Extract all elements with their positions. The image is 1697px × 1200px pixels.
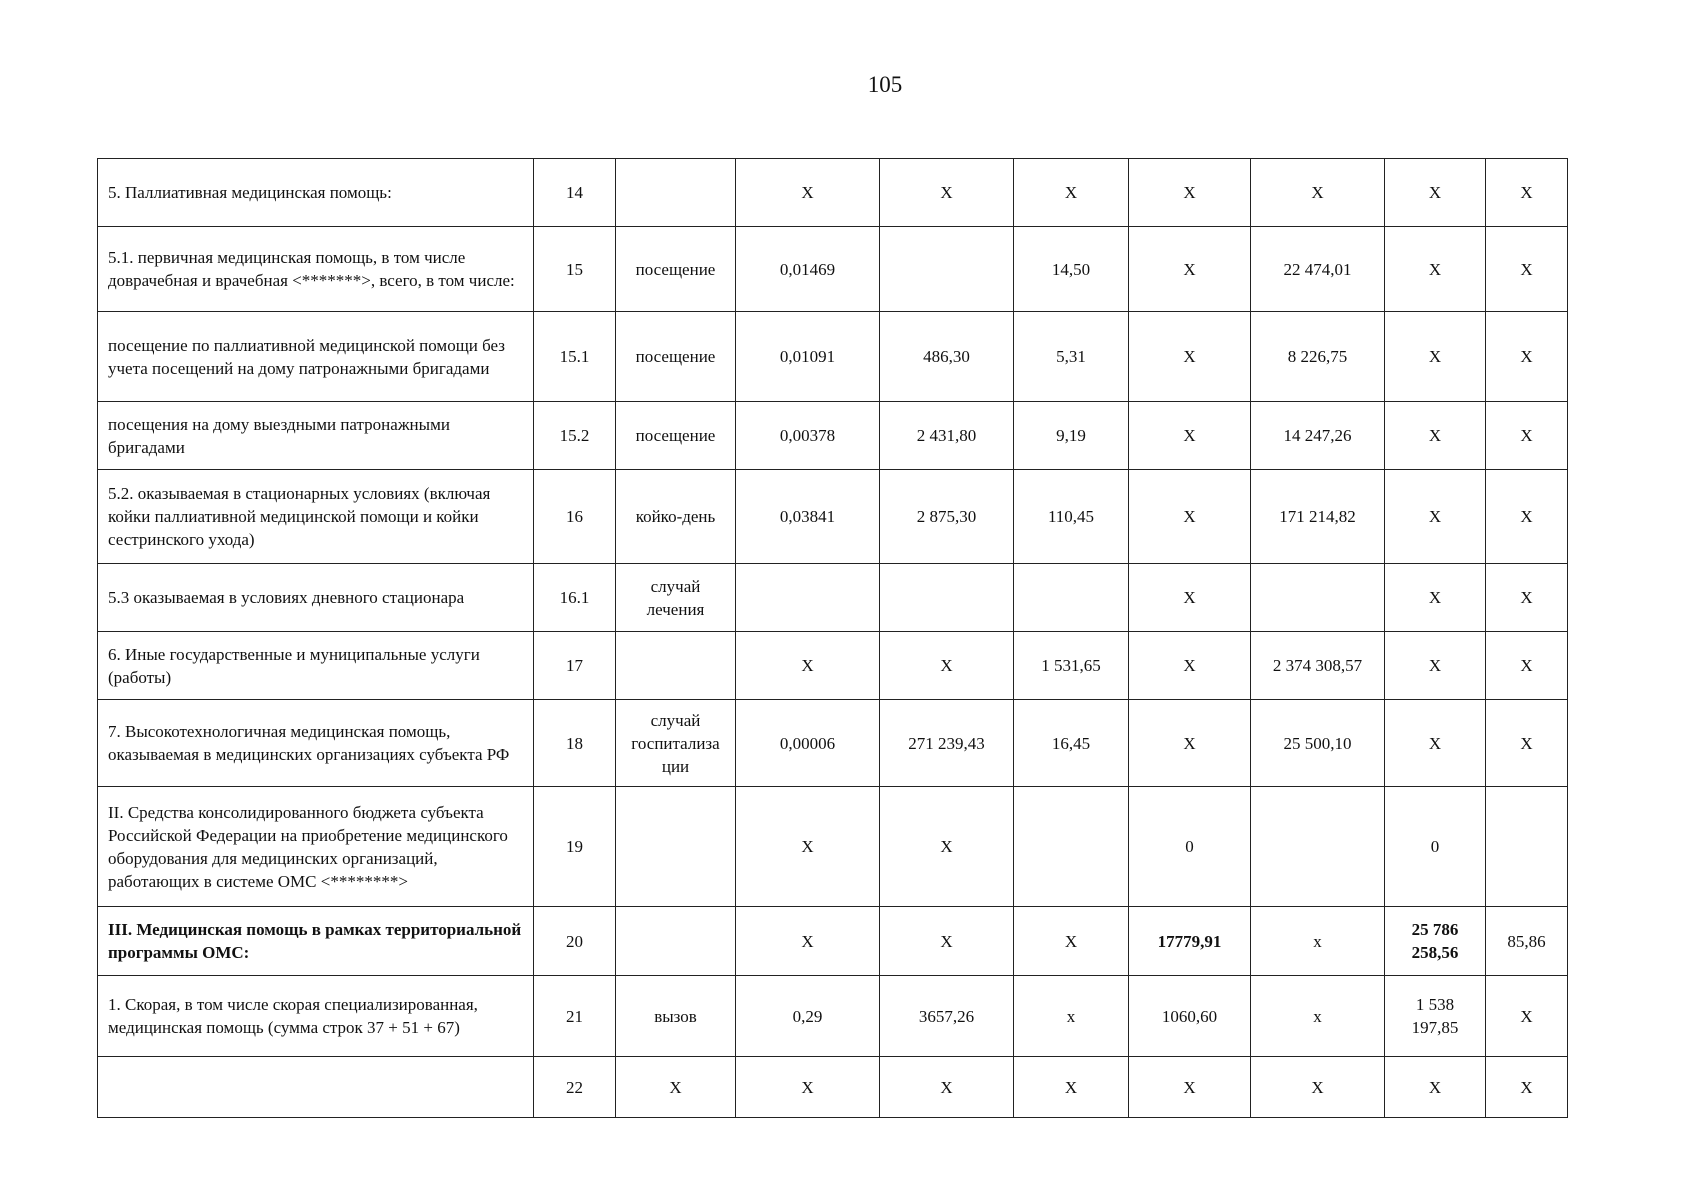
value-cell: Х bbox=[1486, 976, 1568, 1057]
row-number: 18 bbox=[534, 700, 616, 787]
value-cell: 3657,26 bbox=[880, 976, 1014, 1057]
value-cell: 0,01091 bbox=[736, 312, 880, 402]
value-cell: Х bbox=[736, 632, 880, 700]
value-cell bbox=[1486, 787, 1568, 907]
unit-cell: вызов bbox=[616, 976, 736, 1057]
table-row bbox=[98, 227, 1568, 312]
table-row bbox=[98, 787, 1568, 907]
value-cell: Х bbox=[1385, 312, 1486, 402]
value-cell: Х bbox=[880, 632, 1014, 700]
value-cell: Х bbox=[1014, 907, 1129, 976]
value-cell: х bbox=[1251, 907, 1385, 976]
value-cell bbox=[880, 227, 1014, 312]
row-number: 20 bbox=[534, 907, 616, 976]
value-cell: 25 786 258,56 bbox=[1385, 907, 1486, 976]
value-cell: Х bbox=[1486, 470, 1568, 564]
value-cell: Х bbox=[1129, 470, 1251, 564]
row-name: II. Средства консолидированного бюджета субъекта Российской Федерации на приобретение медицинского оборудования для медицинских организаций, работающих в системе ОМС <********> bbox=[98, 787, 534, 907]
unit-cell: койко-день bbox=[616, 470, 736, 564]
value-cell: Х bbox=[1129, 402, 1251, 470]
value-cell: Х bbox=[1129, 700, 1251, 787]
unit-cell: Х bbox=[616, 1057, 736, 1118]
value-cell bbox=[1014, 787, 1129, 907]
row-name: 5.1. первичная медицинская помощь, в том числе доврачебная и врачебная <*******>, всего, в том числе: bbox=[98, 227, 534, 312]
value-cell: 0,03841 bbox=[736, 470, 880, 564]
value-cell: Х bbox=[1486, 564, 1568, 632]
row-number: 21 bbox=[534, 976, 616, 1057]
row-number: 17 bbox=[534, 632, 616, 700]
value-cell bbox=[1251, 564, 1385, 632]
unit-cell: посещение bbox=[616, 227, 736, 312]
value-cell: Х bbox=[1129, 1057, 1251, 1118]
value-cell: Х bbox=[1129, 159, 1251, 227]
value-cell: 2 374 308,57 bbox=[1251, 632, 1385, 700]
row-number: 16.1 bbox=[534, 564, 616, 632]
value-cell: 0,00006 bbox=[736, 700, 880, 787]
value-cell: 1 538 197,85 bbox=[1385, 976, 1486, 1057]
value-cell: Х bbox=[1385, 159, 1486, 227]
value-cell: Х bbox=[1129, 632, 1251, 700]
row-number: 16 bbox=[534, 470, 616, 564]
value-cell: Х bbox=[1486, 159, 1568, 227]
unit-cell bbox=[616, 787, 736, 907]
value-cell: 22 474,01 bbox=[1251, 227, 1385, 312]
unit-cell bbox=[616, 907, 736, 976]
value-cell: 171 214,82 bbox=[1251, 470, 1385, 564]
row-name: 5. Паллиативная медицинская помощь: bbox=[98, 159, 534, 227]
row-name bbox=[98, 1057, 534, 1118]
value-cell: Х bbox=[1385, 402, 1486, 470]
unit-cell bbox=[616, 632, 736, 700]
value-cell: Х bbox=[880, 159, 1014, 227]
value-cell: Х bbox=[1129, 564, 1251, 632]
value-cell: Х bbox=[736, 787, 880, 907]
table-row bbox=[98, 470, 1568, 564]
value-cell bbox=[736, 564, 880, 632]
table-row bbox=[98, 402, 1568, 470]
value-cell: Х bbox=[1251, 159, 1385, 227]
value-cell: Х bbox=[736, 907, 880, 976]
value-cell: Х bbox=[1486, 632, 1568, 700]
table-row bbox=[98, 700, 1568, 787]
value-cell: 85,86 bbox=[1486, 907, 1568, 976]
row-number: 22 bbox=[534, 1057, 616, 1118]
value-cell: Х bbox=[1486, 700, 1568, 787]
value-cell: 110,45 bbox=[1014, 470, 1129, 564]
value-cell: Х bbox=[1385, 700, 1486, 787]
unit-cell: случай лечения bbox=[616, 564, 736, 632]
financing-table bbox=[97, 158, 1568, 1118]
row-number: 14 bbox=[534, 159, 616, 227]
value-cell: х bbox=[1251, 976, 1385, 1057]
value-cell: 1 531,65 bbox=[1014, 632, 1129, 700]
row-number: 15.1 bbox=[534, 312, 616, 402]
value-cell bbox=[880, 564, 1014, 632]
table-row bbox=[98, 564, 1568, 632]
unit-cell bbox=[616, 159, 736, 227]
value-cell bbox=[1014, 564, 1129, 632]
row-name: 6. Иные государственные и муниципальные услуги (работы) bbox=[98, 632, 534, 700]
row-number: 15.2 bbox=[534, 402, 616, 470]
value-cell: Х bbox=[1014, 1057, 1129, 1118]
table-row bbox=[98, 632, 1568, 700]
value-cell: Х bbox=[736, 159, 880, 227]
value-cell: Х bbox=[1486, 227, 1568, 312]
table-row bbox=[98, 312, 1568, 402]
value-cell bbox=[1251, 787, 1385, 907]
row-number: 19 bbox=[534, 787, 616, 907]
table-row bbox=[98, 976, 1568, 1057]
value-cell: 0 bbox=[1129, 787, 1251, 907]
table-row bbox=[98, 907, 1568, 976]
value-cell: Х bbox=[1486, 402, 1568, 470]
unit-cell: посещение bbox=[616, 312, 736, 402]
value-cell: Х bbox=[880, 1057, 1014, 1118]
value-cell: 5,31 bbox=[1014, 312, 1129, 402]
value-cell: 2 431,80 bbox=[880, 402, 1014, 470]
value-cell: Х bbox=[1385, 470, 1486, 564]
value-cell: х bbox=[1014, 976, 1129, 1057]
value-cell: 2 875,30 bbox=[880, 470, 1014, 564]
unit-cell: посещение bbox=[616, 402, 736, 470]
row-name: посещение по паллиативной медицинской помощи без учета посещений на дому патронажными бригадами bbox=[98, 312, 534, 402]
row-name: 5.2. оказываемая в стационарных условиях (включая койки паллиативной медицинской помощи и койки сестринского ухода) bbox=[98, 470, 534, 564]
table-row bbox=[98, 159, 1568, 227]
value-cell: 486,30 bbox=[880, 312, 1014, 402]
value-cell: 14,50 bbox=[1014, 227, 1129, 312]
value-cell: Х bbox=[1251, 1057, 1385, 1118]
value-cell: 16,45 bbox=[1014, 700, 1129, 787]
row-name: посещения на дому выездными патронажными бригадами bbox=[98, 402, 534, 470]
value-cell: Х bbox=[1129, 227, 1251, 312]
row-name: III. Медицинская помощь в рамках территориальной программы ОМС: bbox=[98, 907, 534, 976]
value-cell: Х bbox=[1486, 312, 1568, 402]
value-cell: Х bbox=[880, 907, 1014, 976]
value-cell: Х bbox=[880, 787, 1014, 907]
value-cell: 14 247,26 bbox=[1251, 402, 1385, 470]
page-number: 105 bbox=[867, 72, 903, 97]
value-cell: Х bbox=[1385, 1057, 1486, 1118]
value-cell: 271 239,43 bbox=[880, 700, 1014, 787]
value-cell: 0,29 bbox=[736, 976, 880, 1057]
value-cell: 9,19 bbox=[1014, 402, 1129, 470]
row-name: 1. Скорая, в том числе скорая специализированная, медицинская помощь (сумма строк 37 + 51 + 67) bbox=[98, 976, 534, 1057]
value-cell: Х bbox=[1385, 564, 1486, 632]
row-number: 15 bbox=[534, 227, 616, 312]
value-cell: 0,01469 bbox=[736, 227, 880, 312]
row-name: 5.3 оказываемая в условиях дневного стационара bbox=[98, 564, 534, 632]
row-name: 7. Высокотехнологичная медицинская помощь, оказываемая в медицинских организациях субъекта РФ bbox=[98, 700, 534, 787]
value-cell: Х bbox=[1014, 159, 1129, 227]
unit-cell: случай госпитализа ции bbox=[616, 700, 736, 787]
table-row bbox=[98, 1057, 1568, 1118]
value-cell: 25 500,10 bbox=[1251, 700, 1385, 787]
value-cell: Х bbox=[1385, 227, 1486, 312]
value-cell: Х bbox=[1385, 632, 1486, 700]
value-cell: Х bbox=[736, 1057, 880, 1118]
value-cell: 17779,91 bbox=[1129, 907, 1251, 976]
value-cell: Х bbox=[1129, 312, 1251, 402]
value-cell: 1060,60 bbox=[1129, 976, 1251, 1057]
value-cell: Х bbox=[1486, 1057, 1568, 1118]
value-cell: 0 bbox=[1385, 787, 1486, 907]
value-cell: 0,00378 bbox=[736, 402, 880, 470]
value-cell: 8 226,75 bbox=[1251, 312, 1385, 402]
